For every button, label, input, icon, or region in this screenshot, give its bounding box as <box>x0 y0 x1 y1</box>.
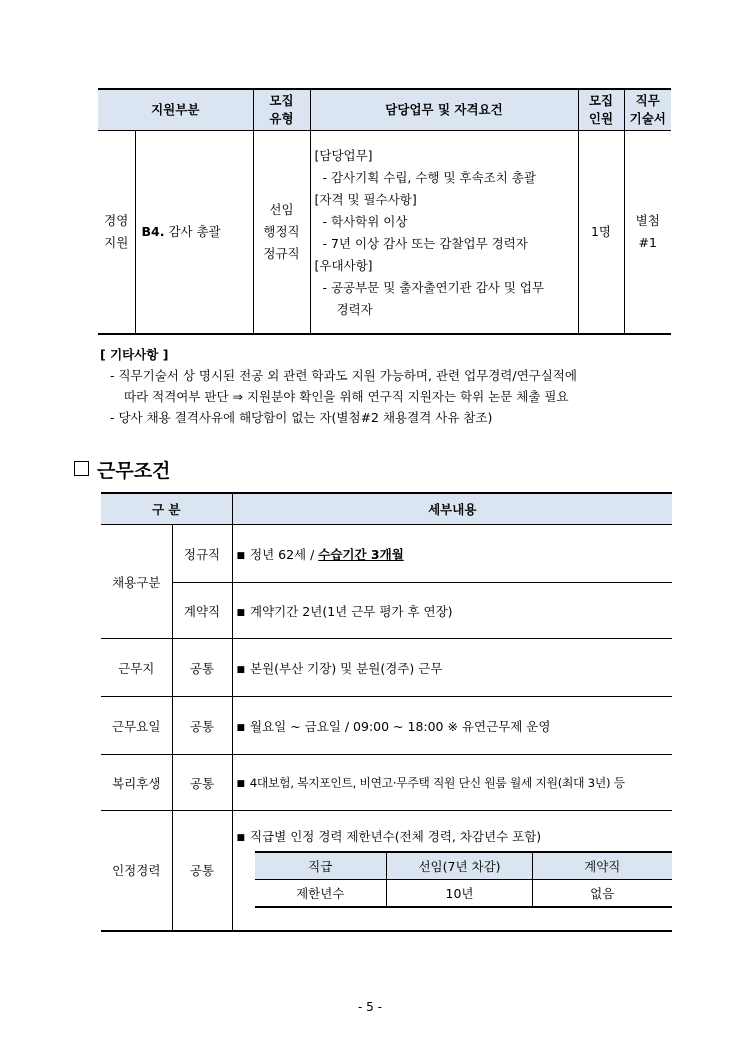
other-notes <box>100 344 577 428</box>
days-detail: ■ 월요일 ~ 금요일 / 09:00 ~ 18:00 ※ 유연근무제 운영 <box>232 697 672 755</box>
duty-cell <box>310 131 578 335</box>
header-type: 모집 유형 <box>253 89 310 131</box>
preference-item: - 공공부문 및 출자출연기관 감사 및 업무 <box>322 280 545 295</box>
bullet-square-icon: ■ <box>236 607 246 618</box>
qualification-item: - 7년 이상 감사 또는 감찰업무 경력자 <box>322 236 528 251</box>
work-conditions-table <box>101 492 672 932</box>
duty-item: - 감사기획 수립, 수행 및 후속조치 총괄 <box>322 170 536 185</box>
regular-detail: ■ 정년 62세 / 수습기간 3개월 <box>232 525 672 583</box>
header-category: 구 분 <box>101 493 232 525</box>
inner-value: 제한년수 <box>255 880 387 908</box>
header-dept: 지원부분 <box>98 89 253 131</box>
header-detail: 세부내용 <box>232 493 672 525</box>
qualification-heading: [자격 및 필수사항] <box>314 192 417 207</box>
contract-cell: 계약직 <box>172 583 232 639</box>
location-detail: ■ 본원(부산 기장) 및 분원(경주) 근무 <box>232 639 672 697</box>
notes-line: - 당사 채용 결격사유에 해당함이 없는 자(별첨#2 채용결격 사유 참조) <box>110 410 493 425</box>
inner-value: 10년 <box>387 880 533 908</box>
notes-line: - 직무기술서 상 명시된 전공 외 관련 학과도 지원 가능하며, 관련 업무경력/연구실적에 <box>110 368 577 383</box>
bullet-square-icon: ■ <box>236 833 246 843</box>
group-cell: 경영 지원 <box>98 131 135 335</box>
bullet-square-icon: ■ <box>236 779 245 789</box>
preference-heading: [우대사항] <box>314 258 373 273</box>
welfare-cell: 복리후생 <box>101 755 172 811</box>
type-cell: 선임 행정직 정규직 <box>253 131 310 335</box>
position-cell <box>135 131 253 335</box>
header-duty: 담당업무 및 자격요건 <box>310 89 578 131</box>
hire-type-cell: 채용구분 <box>101 525 172 639</box>
inner-value: 없음 <box>533 880 672 908</box>
inner-header: 계약직 <box>533 852 672 880</box>
notes-line: 따라 적격여부 판단 ⇒ 지원분야 확인을 위해 연구직 지원자는 학위 논문 체출 필요 <box>124 389 569 404</box>
career-sub: 공통 <box>172 811 232 931</box>
doc-cell: 별첨 #1 <box>624 131 671 335</box>
contract-detail: ■ 계약기간 2년(1년 근무 평가 후 연장) <box>232 583 672 639</box>
recruitment-table <box>98 88 671 335</box>
header-count: 모집 인원 <box>578 89 624 131</box>
bullet-square-icon: ■ <box>236 722 246 733</box>
checkbox-square-icon <box>74 461 89 476</box>
inner-header: 선임(7년 차감) <box>387 852 533 880</box>
header-doc: 직무 기술서 <box>624 89 671 131</box>
bullet-square-icon: ■ <box>236 664 246 675</box>
career-limit-table <box>255 851 672 908</box>
location-sub: 공통 <box>172 639 232 697</box>
qualification-item: - 학사학위 이상 <box>322 214 408 229</box>
days-sub: 공통 <box>172 697 232 755</box>
page-number: - 5 - <box>358 1000 382 1014</box>
preference-item-cont: 경력자 <box>336 302 373 317</box>
position-code: B4. <box>141 224 165 239</box>
location-cell: 근무지 <box>101 639 172 697</box>
welfare-detail: ■ 4대보험, 복지포인트, 비연고·무주택 직원 단신 원룸 월세 지원(최대 3년) 등 <box>232 755 672 811</box>
days-cell: 근무요일 <box>101 697 172 755</box>
bullet-square-icon: ■ <box>236 550 246 561</box>
section-heading: 근무조건 <box>74 456 170 483</box>
count-cell: 1명 <box>578 131 624 335</box>
welfare-sub: 공통 <box>172 755 232 811</box>
regular-cell: 정규직 <box>172 525 232 583</box>
career-detail: ■ 직급별 인정 경력 제한년수(전체 경력, 차감년수 포함) 직급 선임(7년 차감) 계약직 제한년수 10년 없음 <box>232 811 672 931</box>
inner-header: 직급 <box>255 852 387 880</box>
duty-heading: [담당업무] <box>314 148 373 163</box>
position-name: 감사 총괄 <box>168 224 221 239</box>
notes-title: [ 기타사항 ] <box>100 347 169 362</box>
career-cell: 인정경력 <box>101 811 172 931</box>
